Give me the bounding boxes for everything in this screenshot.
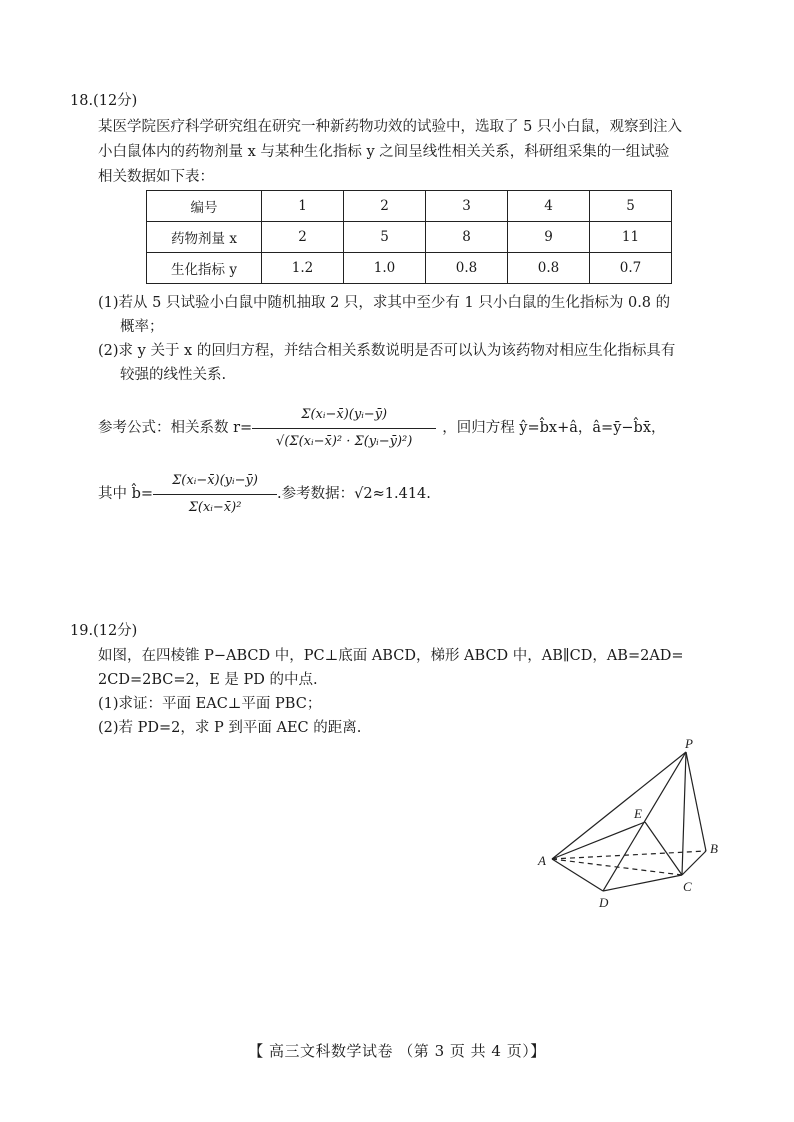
table-row-id (147, 191, 672, 222)
table-cell: 2 (344, 191, 426, 222)
table-cell: 3 (426, 191, 508, 222)
table-cell: 1 (262, 191, 344, 222)
r-numerator: Σ(xᵢ−x̄)(yᵢ−ȳ) (252, 404, 436, 429)
ref-data: .参考数据：√2≈1.414. (277, 486, 431, 502)
table-cell: 0.8 (508, 253, 590, 284)
q18-header: 18.(12分) (70, 93, 138, 109)
table-row-dose (147, 222, 672, 253)
row-header-index: 生化指标 y (147, 253, 262, 284)
table-cell: 5 (590, 191, 672, 222)
r-denominator: √(Σ(xᵢ−x̄)² · Σ(yᵢ−ȳ)²) (276, 433, 413, 449)
b-denominator: Σ(xᵢ−x̄)² (188, 499, 242, 515)
edge-AC-hidden (552, 859, 682, 875)
q18-part1-line1: (1)若从 5 只试验小白鼠中随机抽取 2 只，求其中至少有 1 只小白鼠的生化指标为 0.8 的 (98, 295, 671, 311)
edge-AD (552, 859, 603, 891)
label-D: D (599, 895, 609, 910)
b-fraction (153, 470, 277, 519)
b-label: 其中 b̂= (98, 486, 154, 502)
r-fraction (252, 404, 436, 453)
q18-part2-line2: 较强的线性关系. (120, 367, 227, 383)
q19-part2: (2)若 PD=2，求 P 到平面 AEC 的距离. (98, 720, 362, 736)
regression-text: ，回归方程 ŷ=b̂x+â，â=ȳ−b̂x̄， (442, 420, 666, 436)
page-footer: 【 高三文科数学试卷 （第 3 页 共 4 页）】 (248, 1042, 546, 1060)
table-cell: 1.0 (344, 253, 426, 284)
edge-EC (645, 822, 682, 875)
edge-PB (686, 752, 706, 851)
row-header-id: 编号 (147, 191, 262, 222)
pyramid-figure (530, 735, 730, 915)
q18-text-line2: 小白鼠体内的药物剂量 x 与某种生化指标 y 之间呈线性相关关系，科研组采集的一组试验 (98, 144, 670, 160)
table-cell: 0.8 (426, 253, 508, 284)
edge-PC (682, 752, 686, 875)
data-table (146, 190, 672, 284)
edge-PA (552, 752, 686, 859)
q19-part1: (1)求证：平面 EAC⊥平面 PBC； (98, 696, 322, 712)
table-cell: 5 (344, 222, 426, 253)
edge-CB (682, 851, 706, 875)
edge-AE (552, 822, 645, 859)
table-cell: 2 (262, 222, 344, 253)
table-cell: 1.2 (262, 253, 344, 284)
label-C: C (683, 879, 692, 894)
table-row-index (147, 253, 672, 284)
q18-part2-line1: (2)求 y 关于 x 的回归方程，并结合相关系数说明是否可以认为该药物对相应生化指标具有 (98, 343, 676, 359)
ref-formula-label: 参考公式：相关系数 r= (98, 420, 253, 436)
label-A: A (538, 853, 546, 868)
slope-formula (98, 464, 431, 524)
label-P: P (685, 736, 693, 751)
q18-text-line1: 某医学院医疗科学研究组在研究一种新药物功效的试验中，选取了 5 只小白鼠，观察到注入 (98, 119, 682, 135)
edge-DC (603, 875, 682, 891)
table-cell: 8 (426, 222, 508, 253)
q18-text-line3: 相关数据如下表： (98, 169, 214, 185)
q19-text-line2: 2CD=2BC=2，E 是 PD 的中点. (98, 672, 318, 688)
label-E: E (634, 806, 642, 821)
q19-text-line1: 如图，在四棱锥 P−ABCD 中，PC⊥底面 ABCD，梯形 ABCD 中，AB∥CD，AB=2AD= (98, 648, 684, 664)
table-cell: 11 (590, 222, 672, 253)
q18-part1-line2: 概率； (120, 319, 164, 335)
b-numerator: Σ(xᵢ−x̄)(yᵢ−ȳ) (153, 470, 277, 495)
correlation-formula (98, 396, 666, 460)
q19-header: 19.(12分) (70, 623, 138, 639)
row-header-dose: 药物剂量 x (147, 222, 262, 253)
table-cell: 9 (508, 222, 590, 253)
table-cell: 4 (508, 191, 590, 222)
table-cell: 0.7 (590, 253, 672, 284)
label-B: B (710, 841, 718, 856)
